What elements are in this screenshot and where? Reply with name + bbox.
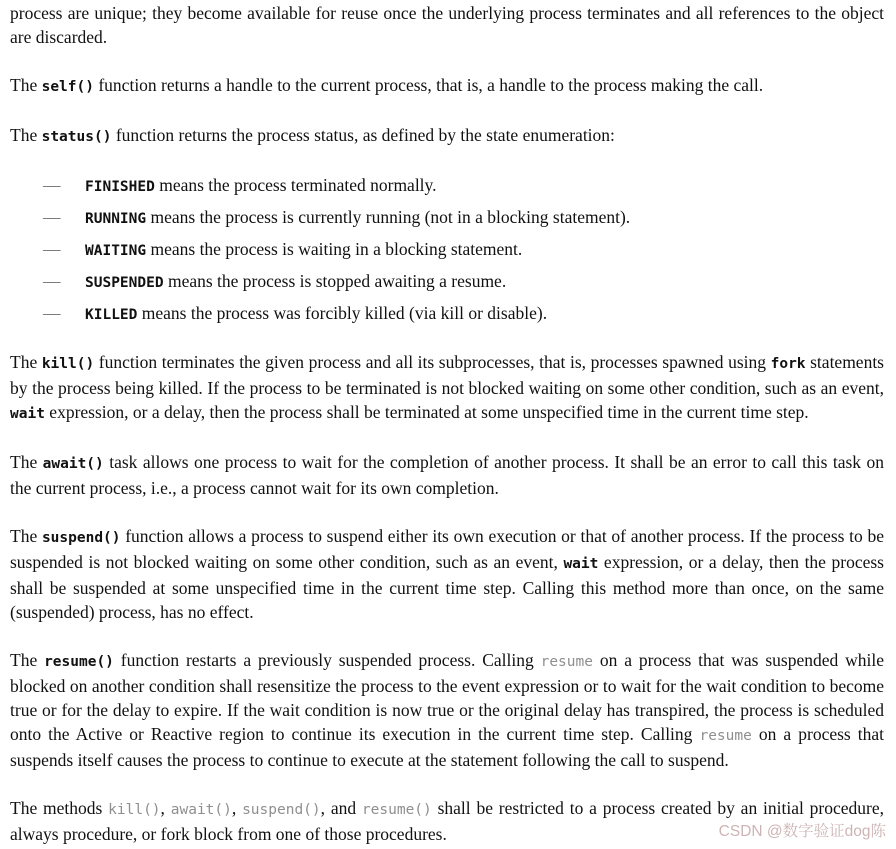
list-item-text	[85, 175, 437, 195]
code-run: wait	[10, 406, 45, 422]
list-item	[10, 269, 884, 295]
text-run: The	[10, 352, 42, 372]
code-run: FINISHED	[85, 179, 155, 195]
list-item	[10, 205, 884, 231]
text-run: shall be restricted to a process created by an initial procedure, always procedure, or fork block from one of those procedures.	[10, 798, 884, 844]
code-run: KILLED	[85, 307, 138, 323]
paragraph	[10, 1, 884, 49]
code-run: fork	[770, 356, 806, 372]
code-run: resume	[699, 728, 752, 744]
text-run: function restarts a previously suspended process. Calling	[113, 650, 541, 670]
paragraph	[10, 350, 884, 426]
code-run: WAITING	[85, 243, 147, 259]
text-run: ,	[160, 798, 171, 818]
code-run: self()	[41, 79, 94, 95]
text-run: function allows a process to suspend either its own execution or that of another process. If the process to be suspended is not blocked waiting on some other condition, such as an event,	[10, 526, 885, 572]
list-item-text	[85, 271, 506, 291]
code-run: await()	[42, 456, 104, 472]
text-run: means the process was forcibly killed (via kill or disable).	[137, 303, 548, 323]
list-item	[10, 301, 884, 327]
list-item-text	[85, 239, 522, 259]
code-run: wait	[563, 556, 599, 572]
text-run: The methods	[10, 798, 109, 818]
list-item	[10, 173, 884, 199]
code-run: resume	[540, 654, 593, 670]
text-run: statements by the process being killed. If the process to be terminated is not blocked waiting on some other condition, such as an event,	[10, 352, 884, 398]
code-run: kill()	[108, 802, 161, 818]
text-run: , and	[320, 798, 362, 818]
paragraph	[10, 648, 884, 772]
code-run: await()	[170, 802, 232, 818]
dash-marker: —	[43, 207, 61, 227]
code-run: suspend()	[41, 530, 121, 546]
code-run: resume()	[44, 654, 114, 670]
text-run: The	[10, 75, 42, 95]
list-item-text	[85, 207, 630, 227]
dash-marker: —	[43, 271, 61, 291]
dash-marker: —	[43, 303, 61, 323]
paragraph	[10, 450, 884, 500]
dash-marker: —	[43, 239, 61, 259]
text-run: process are unique; they become available for reuse once the underlying process terminates and all references to the object are discarded.	[10, 3, 884, 47]
text-run: The	[10, 125, 42, 145]
code-run: kill()	[41, 356, 95, 372]
paragraph	[10, 524, 884, 624]
text-run: on a process that was suspended while blocked on another condition shall resensitize the process to the event expression or to wait for the wait condition to become true or for the delay to expire. If the wait condition is now true or the original delay has transpired, the process is scheduled onto the Active or Reactive region to continue its execution in the current time step. Calling	[10, 650, 884, 744]
text-run: task allows one process to wait for the completion of another process. It shall be an error to call this task on the current process, i.e., a process cannot wait for its own completion.	[10, 452, 884, 498]
dash-list	[10, 173, 884, 327]
text-run: means the process is stopped awaiting a resume.	[163, 271, 507, 291]
text-run: expression, or a delay, then the process shall be suspended at some unspecified time in the current time step. Calling this method more than once, on the same (suspended) process, has no effect.	[10, 552, 884, 622]
text-run: The	[10, 526, 42, 546]
text-run: function returns a handle to the current process, that is, a handle to the process making the call.	[93, 75, 764, 95]
text-run: means the process terminated normally.	[154, 175, 437, 195]
code-run: resume()	[361, 802, 432, 818]
list-item-text	[85, 303, 547, 323]
dash-marker: —	[43, 175, 61, 195]
text-run: The	[10, 452, 43, 472]
text-run: function returns the process status, as defined by the state enumeration:	[111, 125, 615, 145]
code-run: suspend()	[242, 802, 321, 818]
text-run: The	[10, 650, 45, 670]
code-run: status()	[41, 129, 112, 145]
text-run: means the process is currently running (not in a blocking statement).	[146, 207, 631, 227]
paragraph	[10, 123, 884, 149]
text-run: on a process that suspends itself causes the process to continue to execute at the statement following the call to suspend.	[10, 724, 885, 770]
code-run: RUNNING	[85, 211, 147, 227]
text-run: expression, or a delay, then the process shall be terminated at some unspecified time in the current time step.	[44, 402, 809, 422]
text-run: means the process is waiting in a blocking statement.	[146, 239, 523, 259]
text-run: ,	[231, 798, 243, 818]
code-run: SUSPENDED	[85, 275, 164, 291]
list-item	[10, 237, 884, 263]
paragraph	[10, 73, 884, 99]
text-run: function terminates the given process and all its subprocesses, that is, processes spawned using	[94, 352, 771, 372]
watermark: CSDN @数字验证dog陈	[718, 823, 886, 840]
